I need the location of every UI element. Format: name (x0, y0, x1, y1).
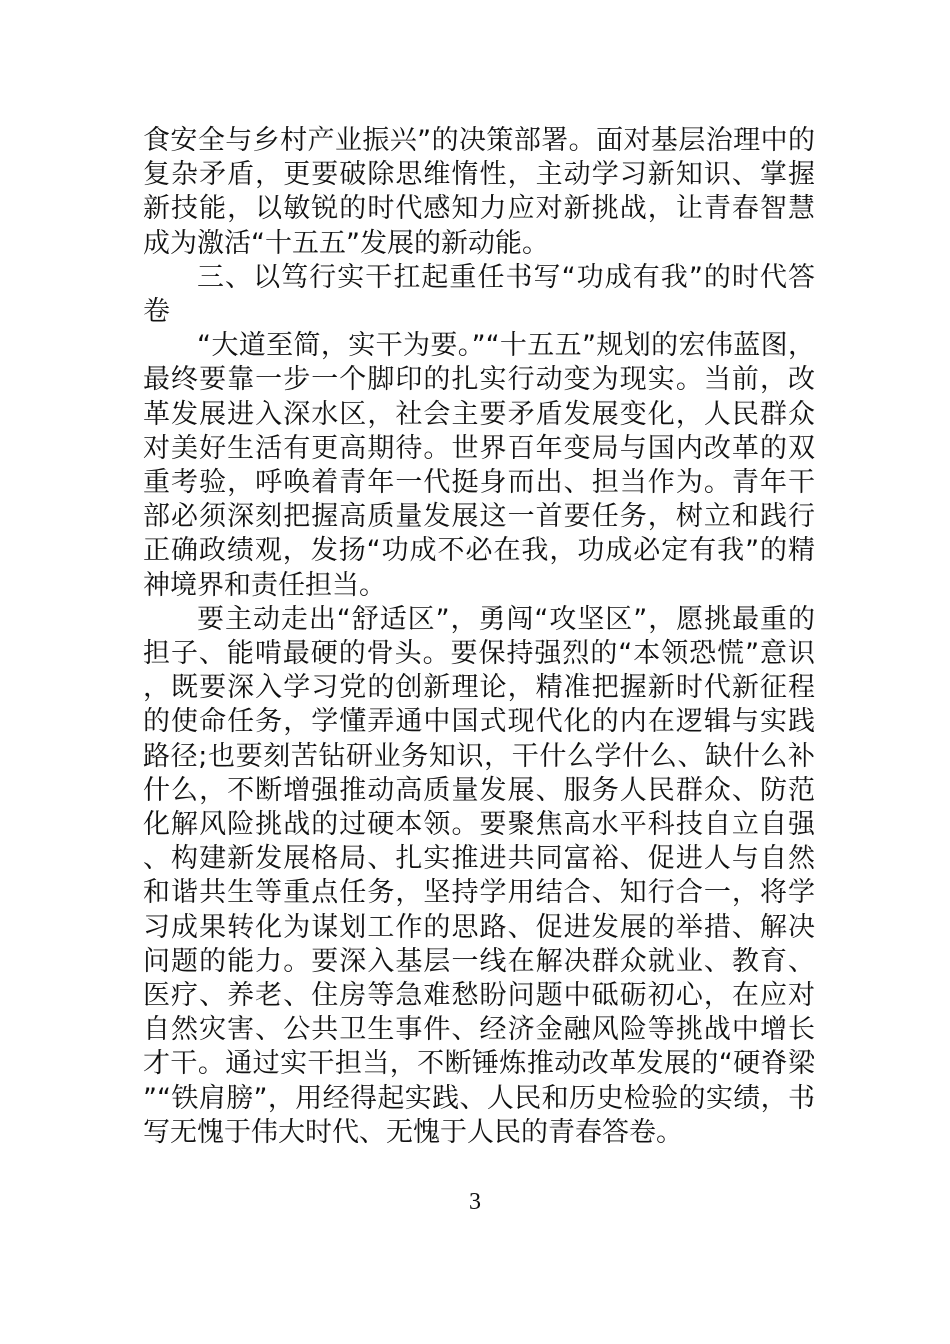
body-text (143, 124, 815, 1150)
paragraph: “大道至简，实干为要。”“十五五”规划的宏伟蓝图，最终要靠一步一个脚印的扎实行动变为现实。当前，改革发展进入深水区，社会主要矛盾发展变化，人民群众对美好生活有更高期待。世界百年变局与国内改革的双重考验，呼唤着青年一代挺身而出、担当作为。青年干部必须深刻把握高质量发展这一首要任务，树立和践行正确政绩观，发扬“功成不必在我，功成必定有我”的精神境界和责任担当。 (143, 330, 815, 601)
paragraph: 要主动走出“舒适区”，勇闯“攻坚区”，愿挑最重的担子、能啃最硬的骨头。要保持强烈的“本领恐慌”意识，既要深入学习党的创新理论，精准把握新时代新征程的使命任务，学懂弄通中国式现代化的内在逻辑与实践路径;也要刻苦钻研业务知识，干什么学什么、缺什么补什么，不断增强推动高质量发展、服务人民群众、防范化解风险挑战的过硬本领。要聚焦高水平科技自立自强、构建新发展格局、扎实推进共同富裕、促进人与自然和谐共生等重点任务，坚持学用结合、知行合一，将学习成果转化为谋划工作的思路、促进发展的举措、解决问题的能力。要深入基层一线在解决群众就业、教育、医疗、养老、住房等急难愁盼问题中砥砺初心，在应对自然灾害、公共卫生事件、经济金融风险等挑战中增长才干。通过实干担当，不断锤炼推动改革发展的“硬脊梁”“铁肩膀”，用经得起实践、人民和历史检验的实绩，书写无愧于伟大时代、无愧于人民的青春答卷。 (143, 603, 815, 1148)
page-number: 3 (469, 1189, 481, 1215)
paragraph-continuation: 食安全与乡村产业振兴”的决策部署。面对基层治理中的复杂矛盾，更要破除思维惰性，主动学习新知识、掌握新技能，以敏锐的时代感知力应对新挑战，让青春智慧成为激活“十五五”发展的新动能。 (143, 125, 815, 259)
section-heading: 三、以笃行实干扛起重任书写“功成有我”的时代答卷 (143, 261, 815, 328)
